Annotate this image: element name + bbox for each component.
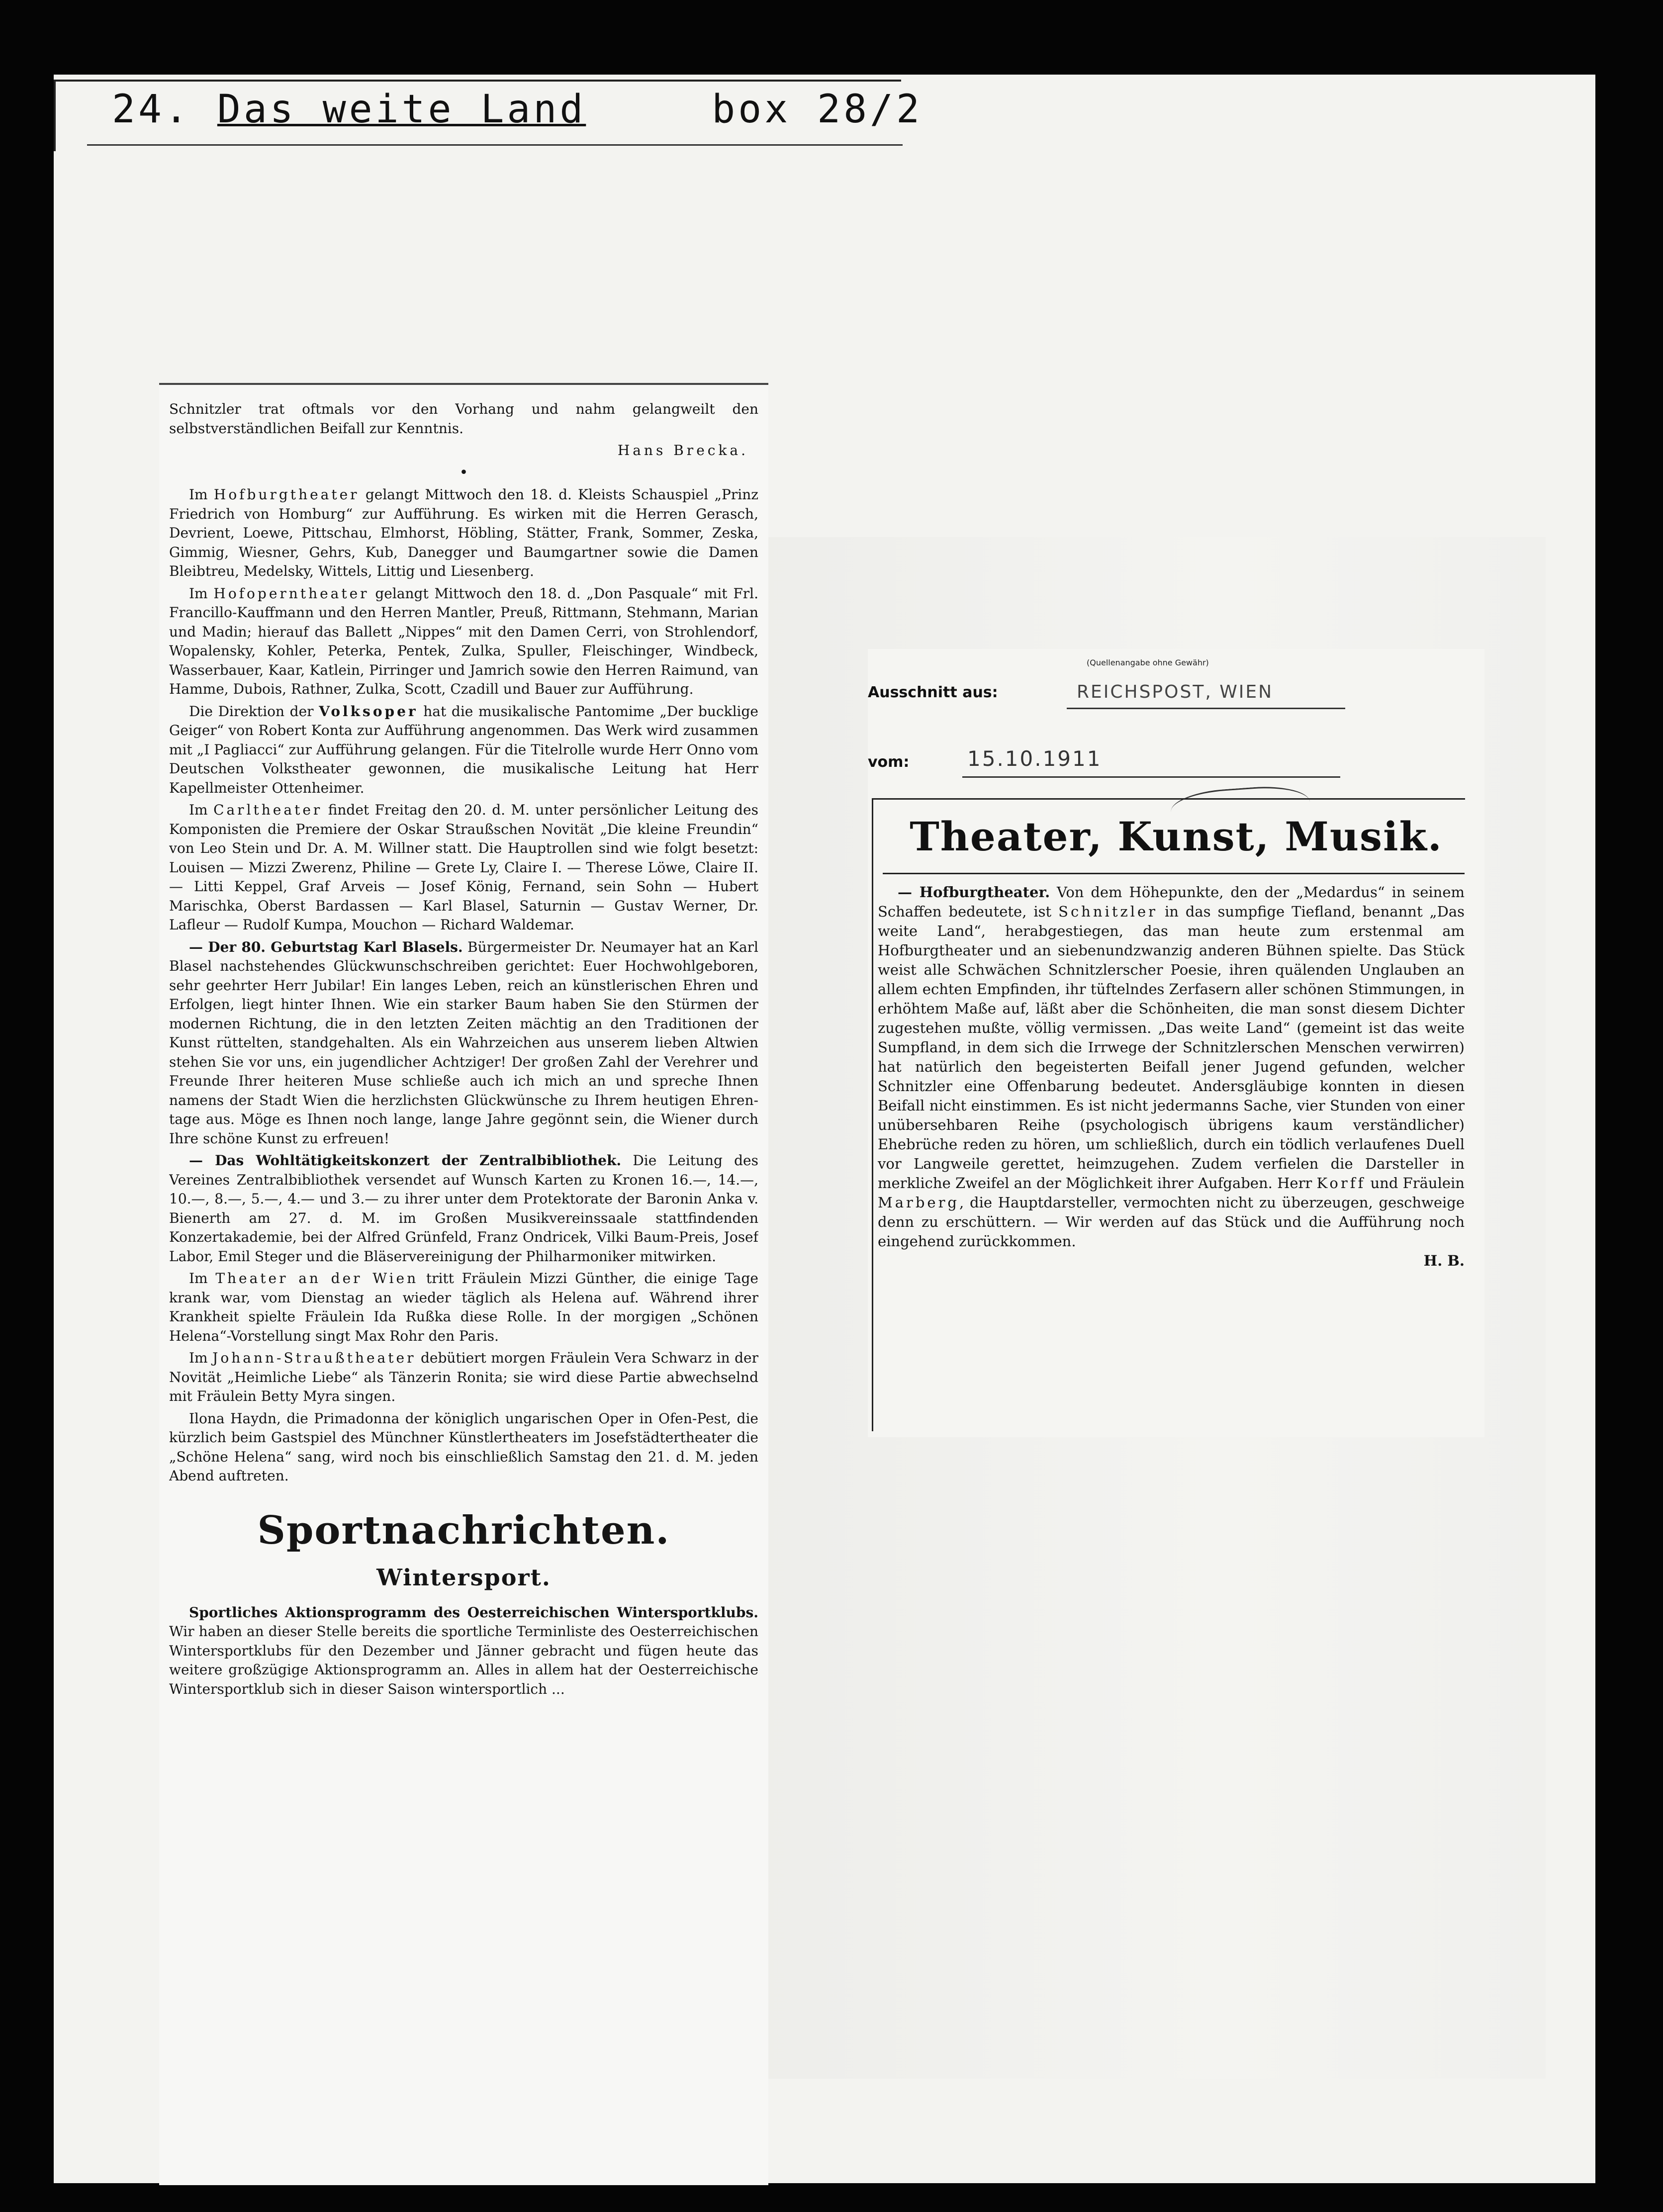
- paragraph-blasel: — Der 80. Geburtstag Karl Blasels. Bürgermeister Dr. Neumayer hat an Karl Blasel nachstehendes Glückwunschschreiben gerichtet: Euer Hochwohlgeboren, sehr geehrter Herr Jubilar! Ein langes Leben, reich an künstlerischen Ehren und Erfolgen, liegt hinter Ihnen. Wie ein starker Baum haben Sie den Stürmen der modernen Richtung, die in den letzten Zeiten mächtig an den Traditionen der Kunst rüttelten, standgehalten. Als ein Wahrzeichen aus unserem lieben Altwien stehen Sie vor uns, ein jugendlicher Achtziger! Der großen Zahl der Verehrer und Freunde Ihrer heiteren Muse schließe auch ich mich an und spreche Ihnen namens der Stadt Wien die herzlichsten Glückwünsche zu Ihrem heutigen Ehrentage aus. Möge es Ihnen noch lange, lange Jahre gegönnt sein, die Wiener durch Ihre schöne Kunst zu erfreuen!: [169, 938, 758, 1147]
- archive-label-rule: [87, 144, 903, 146]
- source-note: (Quellenangabe ohne Gewähr): [1087, 658, 1209, 667]
- paragraph-konzert: — Das Wohltätigkeitskonzert der Zentralbibliothek. Die Leitung des Vereines Zentralbibliothek versendet auf Wunsch Karten zu Kronen 16.—, 14.—, 10.—, 8.—, 5.—, 4.— und 3.— zu ihrer unter dem Protektorate der Baronin Anka v. Bienerth am 27. d. M. im Großen Musikvereinssaale stattfindenden Konzertakademie, bei der Alfred Grünfeld, Franz Ondricek, Vilki Baum-Preis, Josef Labor, Emil Steger und die Bläservereinigung der Philharmoniker mitwirken.: [169, 1152, 758, 1265]
- archive-label: [112, 87, 923, 132]
- paragraph-theater-an-der-wien: Im Theater an der Wien tritt Fräulein Mizzi Günther, die einige Tage krank war, vom Dienstag an wieder täglich als Helena auf. Während ihrer Krankheit spielte Fräulein Ida Rußka diese Rolle. In der morgigen „Schönen Helena“-Vorstellung singt Max Rohr den Paris.: [169, 1270, 758, 1344]
- paragraph-haydn: Ilona Haydn, die Primadonna der königlich ungarischen Oper in Ofen-Pest, die kürzlich beim Gastspiel des Münchner Künstlertheaters im Josefstädtertheater die „Schöne Helena“ sang, wird noch bis einschließlich Samstag den 21. d. M. jeden Abend auftreten.: [169, 1410, 758, 1484]
- cut-label: Ausschnitt aus:: [868, 684, 998, 701]
- paragraph-hofburgtheater: Im Hofburgtheater gelangt Mittwoch den 18. d. Kleists Schauspiel „Prinz Friedrich von Homburg“ zur Aufführung. Es wirken mit die Herren Gerasch, Devrient, Loewe, Pittschau, Elmhorst, Höbling, Stätter, Frank, Sommer, Zeska, Gimmig, Wiesner, Gehrs, Kub, Danegger und Baumgartner sowie die Damen Bleibtreu, Medelsky, Wittels, Littig und Liesenberg.: [169, 486, 758, 579]
- newspaper-clipping-right: [868, 649, 1484, 1437]
- separator: •: [459, 463, 468, 481]
- article-rule: [883, 873, 1465, 874]
- label-title: Das weite Land: [217, 87, 586, 132]
- article-signature: H. B.: [1423, 1252, 1465, 1269]
- article-heading: Theater, Kunst, Musik.: [910, 813, 1443, 860]
- source-stamp: REICHSPOST, WIEN: [1077, 682, 1274, 702]
- article-paragraph: — Hofburgtheater. Von dem Höhepunkte, den der „Medardus“ in seinem Schaffen bedeutete, ist Schnitzler in das sumpfige Tiefland, benannt „Das weite Land“, herabgestiegen, das man heute zum erstenmal am Hofburgtheater und an siebenundzwanzig anderen Bühnen spielte. Das Stück weist alle Schwächen Schnitzlerscher Poesie, ihren quälenden Unglauben an allem echten Empfinden, ihr tüftelndes Zerfasern aller schönen Stimmungen, in erhöhtem Maße auf, läßt aber die Schönheiten, die man sonst diesem Dichter zugestehen mußte, völlig vermissen. „Das weite Land“ (gemeint ist das weite Sumpfland, in dem sich die Irrwege der Schnitzlerschen Menschen verwirren) hat natürlich den begeisterten Beifall jener Jugend gefunden, welcher Schnitzler eine Offenbarung bedeutet. Andersgläubige konnten in diesen Beifall nicht einstimmen. Es ist nicht jedermanns Sache, vier Stunden von einer unübersehbaren Reihe (psychologisch übrigens kaum verständlicher) Ehebrüche reden zu hören, um schließlich, durch ein tödlich verlaufenes Duell vor Langweile gerettet, heimzugehen. Zudem verfielen die Darsteller in merkliche Zweifel an der Möglichkeit ihrer Aufgaben. Herr Korff und Fräulein Marberg, die Hauptdarsteller, vermochten nicht zu überzeugen, geschweige denn zu erschüttern. — Wir werden auf das Stück und die Aufführung noch eingehend zurückkommen.: [878, 884, 1465, 1250]
- date-stamp: 15.10.1911: [967, 746, 1102, 771]
- intro-paragraph: Schnitzler trat oftmals vor den Vorhang und nahm gelangweilt den selbstverständlichen Beifall zur Kenntnis.: [169, 401, 758, 437]
- paragraph-volksoper: Die Direktion der Volksoper hat die musikalische Pantomime „Der bucklige Geiger“ von Robert Konta zur Aufführung angenommen. Das Werk wird zusammen mit „I Pagliacci“ zur Aufführung gelangen. Für die Titelrolle wurde Herr Onno vom Deutschen Volkstheater gewonnen, die musikalische Leitung hat Herr Kapellmeister Ottenheimer.: [169, 703, 758, 796]
- date-rule: [962, 776, 1340, 778]
- paragraph-johann-strauss: Im Johann-Straußtheater debütiert morgen Fräulein Vera Schwarz in der Novität „Heimliche Liebe“ als Tänzerin Ronita; sie wird diese Partie abwechselnd mit Fräulein Betty Myra singen.: [169, 1350, 758, 1404]
- paragraph-carltheater: Im Carltheater findet Freitag den 20. d. M. unter persönlicher Leitung des Komponisten die Premiere der Oskar Straußschen Novität „Die kleine Freundin“ von Leo Stein und Dr. A. M. Willner statt. Die Hauptrollen sind wie folgt besetzt: Louisen — Mizzi Zwerenz, Philine — Grete Ly, Claire I. — Therese Löwe, Claire II. — Litti Keppel, Graf Arveis — Josef König, Fernand, sein Sohn — Hubert Marischka, Oberst Bardassen — Karl Blasel, Saturnin — Gustav Werner, Dr. Lafleur — Rudolf Kumpa, Mouchon — Richard Waldemar.: [169, 802, 758, 933]
- clipping-left-column: [169, 400, 758, 1702]
- paragraph-hofoper: Im Hofoperntheater gelangt Mittwoch den 18. d. „Don Pasquale“ mit Frl. Francillo-Kauffmann und den Herren Mantler, Preuß, Rittmann, Stehmann, Marian und Madin; hierauf das Ballett „Nippes“ mit den Damen Cerri, von Strohlendorf, Wopalensky, Kohler, Peterka, Pentek, Zulka, Spuller, Fleischinger, Windbeck, Wasserbauer, Kaar, Katlein, Pirringer und Jamrich sowie den Herren Raimund, van Hamme, Dubois, Rathner, Zulka, Scott, Czadill und Bauer zur Aufführung.: [169, 585, 758, 697]
- newspaper-clipping-left: [159, 383, 768, 2185]
- sport-heading: Sportnachrichten.: [257, 1507, 670, 1553]
- article-body: [878, 883, 1465, 1271]
- label-number: 24.: [112, 87, 191, 132]
- label-box: box 28/2: [712, 87, 923, 132]
- date-label: vom:: [868, 753, 910, 771]
- paragraph-sport: Sportliches Aktionsprogramm des Oesterreichischen Wintersportklubs. Wir haben an dieser Stelle bereits die sportliche Terminliste des Oesterreichischen Wintersportklubs für den Dezember und Jänner gebracht und fügen heute das weitere großzügige Aktionsprogramm an. Alles in allem hat der Oesterreichische Wintersportklub sich in dieser Saison wintersportlich ...: [169, 1604, 758, 1697]
- source-rule: [1067, 708, 1345, 709]
- signature: Hans Brecka.: [617, 442, 748, 459]
- sport-subheading: Wintersport.: [376, 1564, 551, 1591]
